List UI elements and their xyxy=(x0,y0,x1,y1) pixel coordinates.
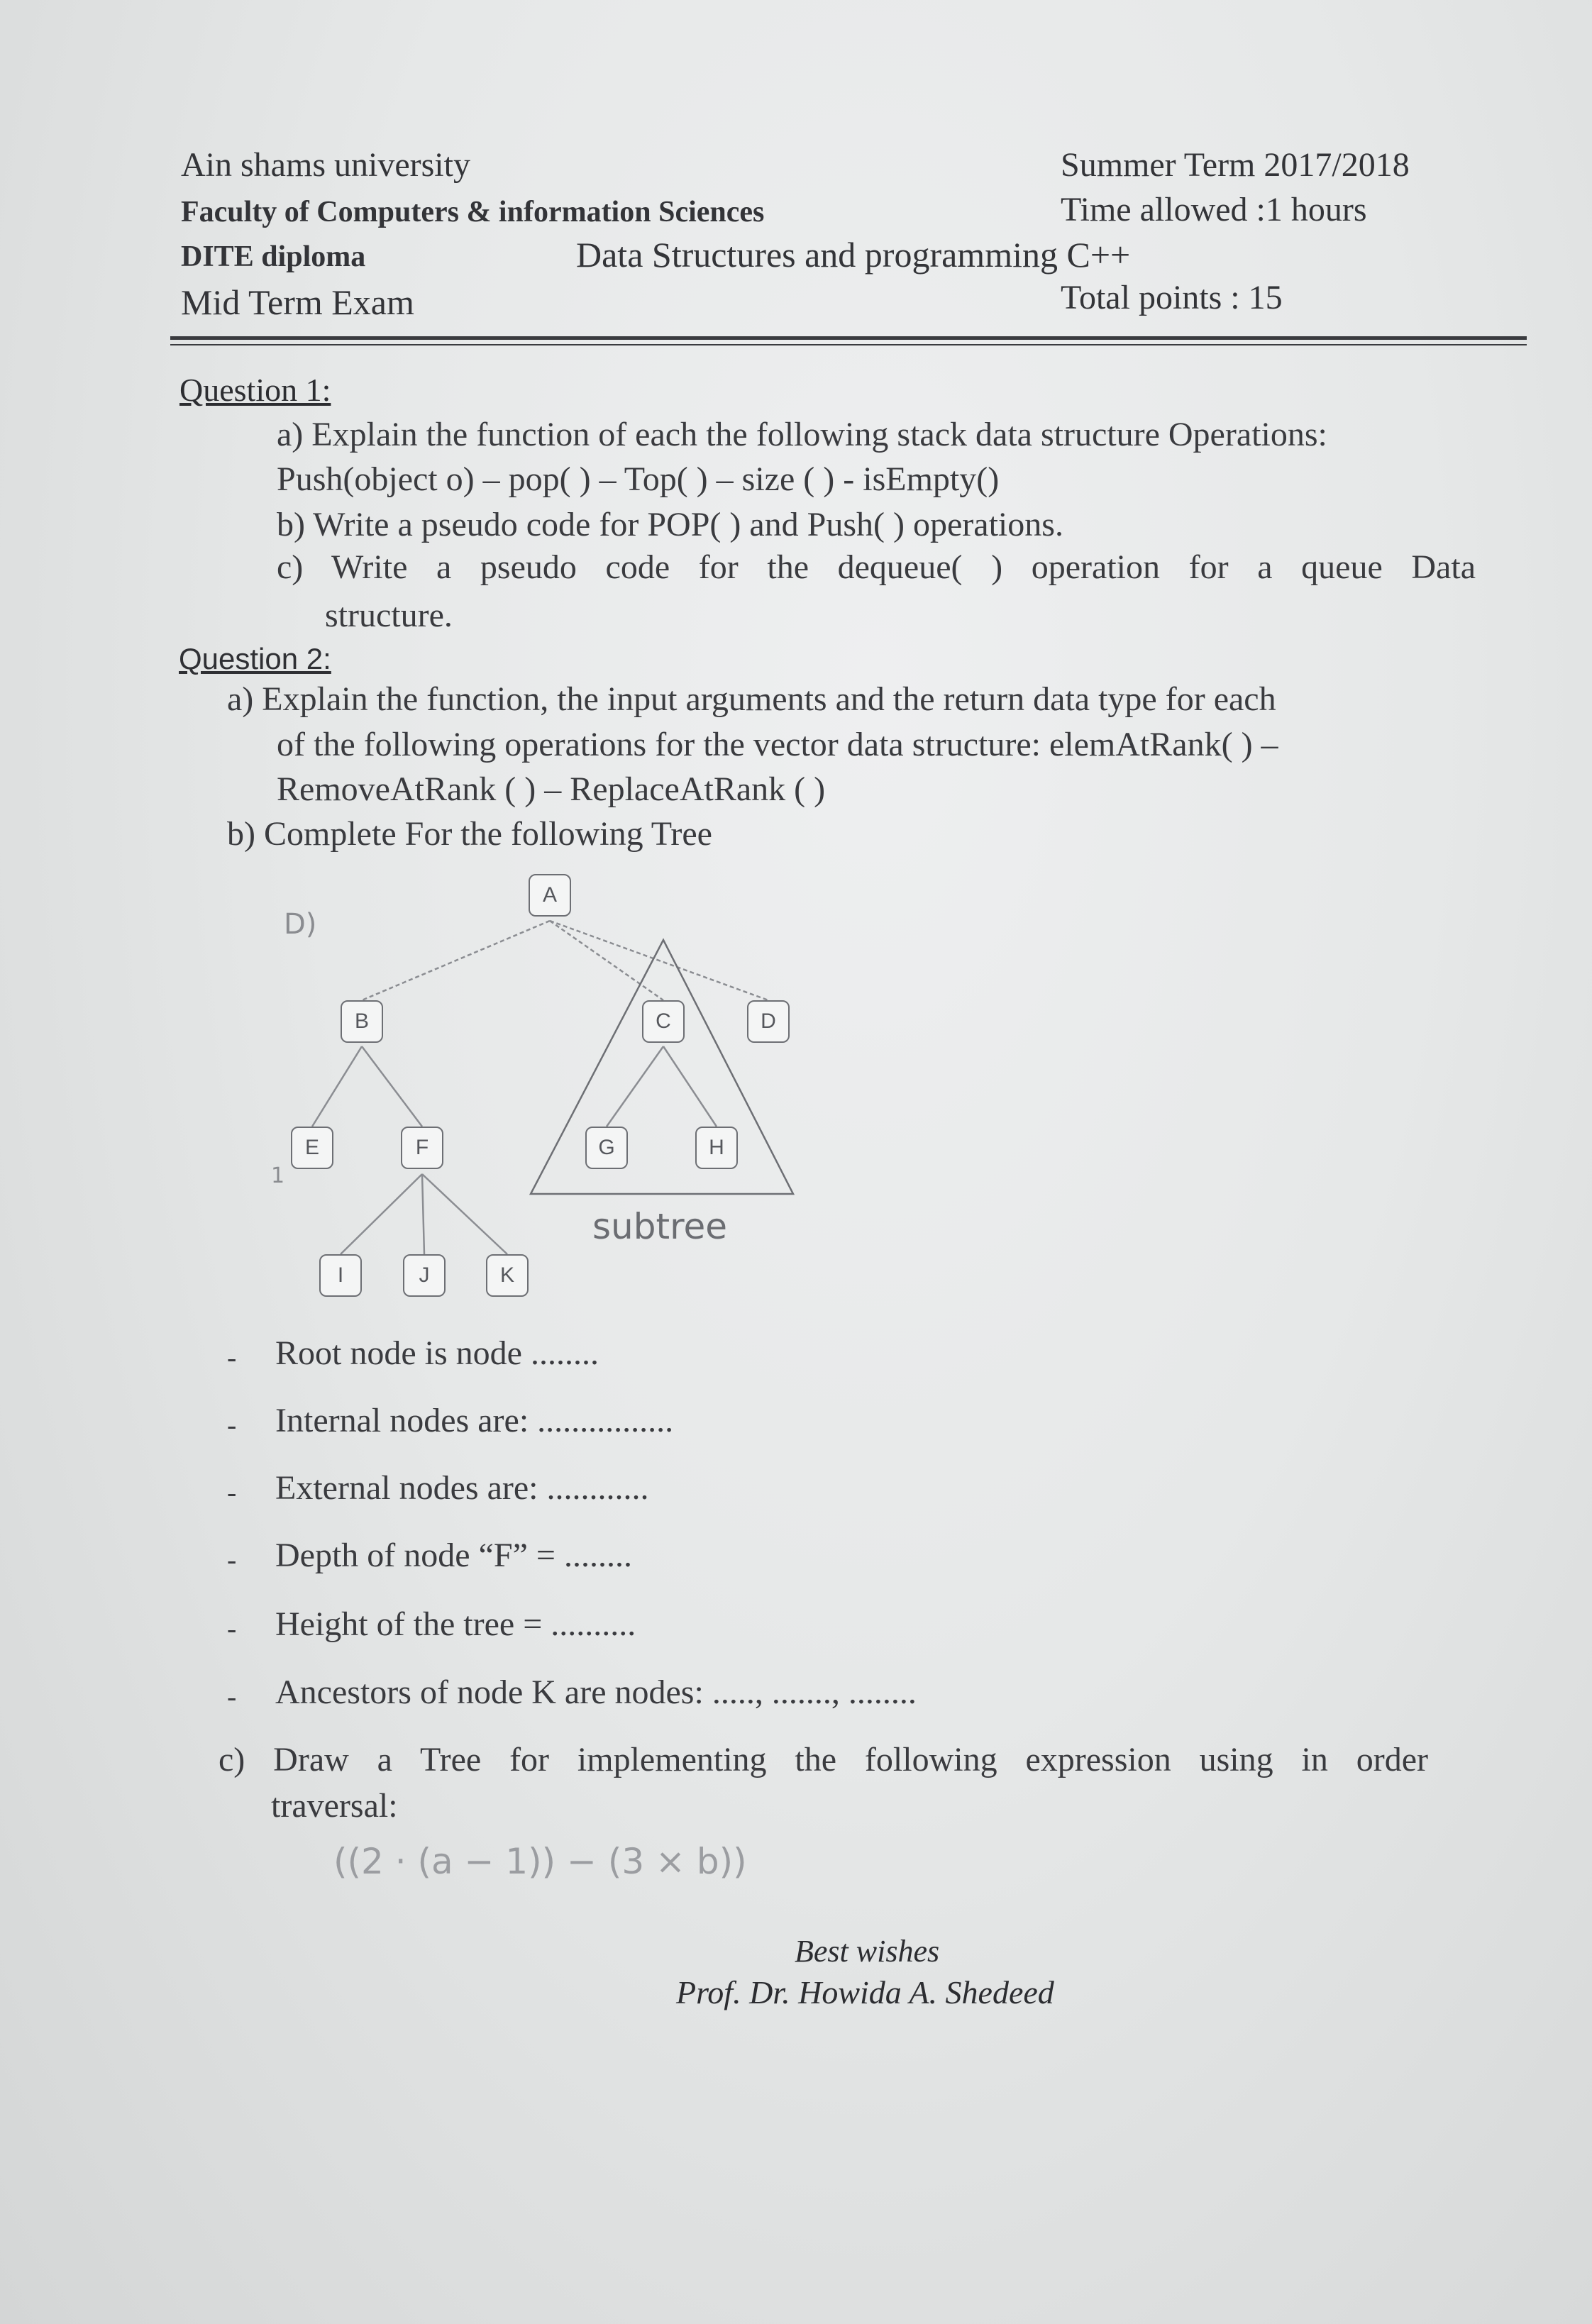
edge-f-k xyxy=(422,1174,507,1254)
course-title: Data Structures and programming C++ xyxy=(576,235,1131,275)
time-allowed: Time allowed :1 hours xyxy=(1061,191,1367,228)
q2-a-line-1: a) Explain the function, the input arguments and the return data type for each xyxy=(227,680,1276,718)
tree-node-d: D xyxy=(747,1000,790,1043)
bullet-external-nodes: External nodes are: ............ xyxy=(275,1469,649,1507)
subtree-triangle xyxy=(531,940,793,1194)
university-name: Ain shams university xyxy=(181,146,470,184)
bullet-root-node: Root node is node ........ xyxy=(275,1334,599,1372)
bullet-internal-nodes: Internal nodes are: ................ xyxy=(275,1402,674,1439)
q1-c-line-1: c) Write a pseudo code for the dequeue( ) operation for a queue Data xyxy=(277,548,1476,586)
bullet-tree-height: Height of the tree = .......... xyxy=(275,1605,636,1643)
q2-c-line-1: c) Draw a Tree for implementing the following expression using in order xyxy=(219,1741,1428,1778)
edge-f-i xyxy=(341,1174,422,1254)
edge-a-d xyxy=(550,921,768,1000)
exam-type: Mid Term Exam xyxy=(181,282,414,322)
q1-b-line-1: b) Write a pseudo code for POP( ) and Push( ) operations. xyxy=(277,506,1063,543)
bullet-dash: - xyxy=(227,1544,237,1576)
professor-signature: Prof. Dr. Howida A. Shedeed xyxy=(676,1974,1054,2010)
edge-b-e xyxy=(312,1046,362,1127)
q2-a-line-2: of the following operations for the vector data structure: elemAtRank( ) – xyxy=(277,726,1278,763)
tree-node-f: F xyxy=(401,1127,443,1169)
tree-node-c: C xyxy=(642,1000,685,1043)
tree-node-j: J xyxy=(403,1254,446,1297)
margin-label: D) xyxy=(284,908,317,941)
tree-node-e: E xyxy=(291,1127,333,1169)
q2-a-line-3: RemoveAtRank ( ) – ReplaceAtRank ( ) xyxy=(277,770,826,808)
diploma-name: DITE diploma xyxy=(181,240,366,273)
margin-mark: 1 xyxy=(271,1163,285,1188)
expression: ((2 · (a − 1)) − (3 × b)) xyxy=(333,1841,747,1882)
q1-c-line-2: structure. xyxy=(325,597,453,634)
tree-node-b: B xyxy=(341,1000,383,1043)
tree-node-i: I xyxy=(319,1254,362,1297)
edge-c-h xyxy=(663,1046,717,1127)
tree-node-k: K xyxy=(486,1254,529,1297)
tree-node-h: H xyxy=(695,1127,738,1169)
edge-a-b xyxy=(362,921,550,1000)
edge-f-j xyxy=(422,1174,424,1254)
edge-a-c xyxy=(550,921,663,1000)
bullet-dash: - xyxy=(227,1409,237,1441)
subtree-label: subtree xyxy=(592,1206,728,1247)
tree-node-a: A xyxy=(529,874,571,917)
bullet-dash: - xyxy=(227,1681,237,1712)
faculty-name: Faculty of Computers & information Sciences xyxy=(181,196,765,228)
edge-c-g xyxy=(607,1046,663,1127)
bullet-dash: - xyxy=(227,1476,237,1508)
q2-c-line-2: traversal: xyxy=(271,1787,398,1825)
term-label: Summer Term 2017/2018 xyxy=(1061,146,1410,184)
q2-b-line-1: b) Complete For the following Tree xyxy=(227,815,712,853)
question-1-title: Question 1: xyxy=(179,372,331,408)
bullet-dash: - xyxy=(227,1612,237,1644)
tree-node-g: G xyxy=(585,1127,628,1169)
q1-a-line-1: a) Explain the function of each the following stack data structure Operations: xyxy=(277,416,1327,453)
bullet-dash: - xyxy=(227,1341,237,1373)
bullet-ancestors-of-k: Ancestors of node K are nodes: ....., ......., ........ xyxy=(275,1673,917,1711)
total-points: Total points : 15 xyxy=(1061,279,1283,316)
best-wishes: Best wishes xyxy=(795,1934,940,1969)
q1-a-line-2: Push(object o) – pop( ) – Top( ) – size ( ) - isEmpty() xyxy=(277,460,1000,498)
bullet-depth-of-f: Depth of node “F” = ........ xyxy=(275,1537,632,1574)
edge-b-f xyxy=(362,1046,422,1127)
question-2-title: Question 2: xyxy=(179,642,331,675)
